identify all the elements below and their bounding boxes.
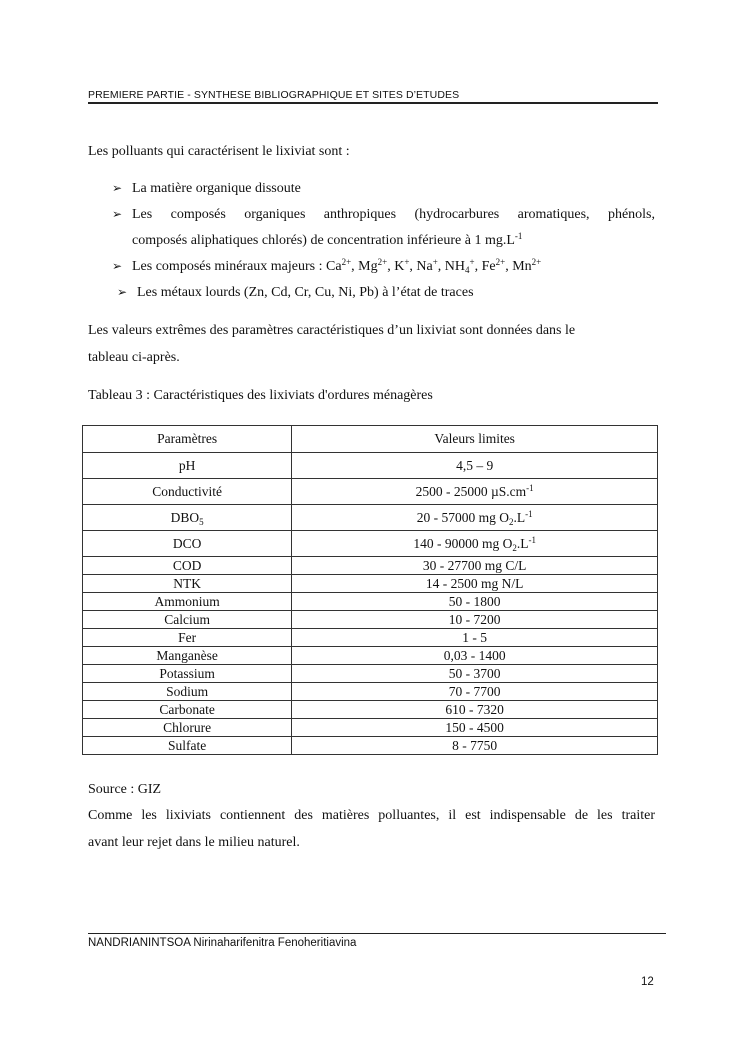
cell-param: Sulfate [83,737,292,755]
cell-value: 50 - 3700 [292,665,658,683]
bullet-organic-compounds-line2 [132,233,522,249]
table-row [83,479,658,505]
paragraph-line: avant leur rejet dans le milieu naturel. [88,835,300,850]
ion-charge: + [432,257,438,267]
table-header-row [83,426,658,453]
table-row [83,575,658,593]
table-row [83,531,658,557]
table-row [83,683,658,701]
running-header: PREMIERE PARTIE - SYNTHESE BIBLIOGRAPHIQUE ET SITES D’ETUDES [88,89,658,104]
table-row [83,505,658,531]
table-row [83,737,658,755]
cell-param: COD [83,557,292,575]
arrow-bullet-icon: ➢ [112,259,123,273]
cell-param: Manganèse [83,647,292,665]
page-number: 12 [641,976,654,988]
superscript: -1 [528,534,536,545]
bullet-text: Les composés minéraux majeurs : [132,259,327,274]
table-row [83,629,658,647]
separator: , [474,259,482,274]
cell-value: 10 - 7200 [292,611,658,629]
separator: , [387,259,395,274]
cell-value: 0,03 - 1400 [292,647,658,665]
table-row [83,647,658,665]
separator: , [351,259,359,274]
table-row [83,593,658,611]
paragraph-line: Comme les lixiviats contiennent des matières polluantes, il est indispensable de les traiter [88,808,655,823]
cell-value: 610 - 7320 [292,701,658,719]
header-parameters: Paramètres [83,426,292,453]
subscript: 5 [199,516,204,527]
arrow-bullet-icon: ➢ [112,207,123,221]
superscript: -1 [514,231,523,241]
ion-charge: + [404,257,410,267]
cell-value: 150 - 4500 [292,719,658,737]
ion-charge: 2+ [341,257,352,267]
bullet-organic-compounds [112,207,655,223]
value-text: 2500 - 25000 µS.cm [415,483,527,499]
cell-param: Ammonium [83,593,292,611]
cell-value [292,505,658,531]
cell-value: 8 - 7750 [292,737,658,755]
arrow-bullet-icon: ➢ [117,285,128,299]
ion-charge: 2+ [531,257,542,267]
ion-mg: Mg [358,259,378,274]
table-row [83,557,658,575]
ion-k: K [394,259,405,274]
cell-value: 14 - 2500 mg N/L [292,575,658,593]
header-limit-values: Valeurs limites [292,426,658,453]
table-row [83,719,658,737]
paragraph-line: Les valeurs extrêmes des paramètres caractéristiques d’un lixiviat sont données dans le [88,323,576,338]
cell-param: Potassium [83,665,292,683]
cell-value: 50 - 1800 [292,593,658,611]
leachate-table [82,425,658,755]
separator: , [409,259,417,274]
ion-charge: + [469,257,475,267]
value-text: .L [516,535,529,551]
source-note: Source : GIZ [88,782,162,797]
cell-value [292,531,658,557]
bullet-text: Les métaux lourds (Zn, Cd, Cr, Cu, Ni, Pb) à l’état de traces [137,285,474,300]
ion-charge: 2+ [377,257,388,267]
cell-value: 4,5 – 9 [292,453,658,479]
ion-charge: 2+ [495,257,506,267]
cell-param: Chlorure [83,719,292,737]
ion-ca: Ca [326,259,342,274]
table-row [83,665,658,683]
paragraph-conclusion [88,802,655,856]
cell-param: NTK [83,575,292,593]
ion-mn: Mn [512,259,532,274]
separator: , [505,259,513,274]
cell-param: pH [83,453,292,479]
superscript: -1 [525,508,533,519]
arrow-bullet-icon: ➢ [112,181,123,195]
cell-value [292,479,658,505]
param-text: DBO [170,509,200,525]
value-text: 140 - 90000 mg O [413,535,513,551]
cell-param: Fer [83,629,292,647]
cell-param: Carbonate [83,701,292,719]
intro-text: Les polluants qui caractérisent le lixiviat sont : [88,144,350,159]
superscript: -1 [526,482,534,493]
subscript: 4 [465,265,470,275]
ion-nh4: NH [444,259,466,274]
cell-param: Sodium [83,683,292,701]
paragraph-extreme-values [88,317,655,371]
bullet-text-line2: composés aliphatiques chlorés) de concentration inférieure à 1 mg.L [132,233,515,248]
cell-param [83,505,292,531]
subscript: 2 [512,542,517,553]
bullet-organic-matter [112,181,301,197]
cell-param: Calcium [83,611,292,629]
cell-value: 1 - 5 [292,629,658,647]
table-caption: Tableau 3 : Caractéristiques des lixiviats d'ordures ménagères [88,388,433,403]
bullet-text-line1: Les composés organiques anthropiques (hydrocarbures aromatiques, phénols, [132,207,655,222]
separator: , [437,259,445,274]
bullet-heavy-metals [117,285,474,301]
subscript: 2 [508,516,514,527]
bullet-text: La matière organique dissoute [132,181,301,196]
paragraph-line: tableau ci-après. [88,350,180,365]
table-row [83,701,658,719]
cell-param: Conductivité [83,479,292,505]
footer-author: NANDRIANINTSOA Nirinaharifenitra Fenoheritiavina [88,933,666,949]
ion-fe: Fe [481,259,496,274]
ion-na: Na [416,259,433,274]
cell-value: 70 - 7700 [292,683,658,701]
cell-param: DCO [83,531,292,557]
table-row [83,453,658,479]
value-text: .L [513,509,526,525]
cell-value: 30 - 27700 mg C/L [292,557,658,575]
value-text: 20 - 57000 mg O [416,509,509,525]
bullet-mineral-compounds [112,259,541,275]
table-row [83,611,658,629]
